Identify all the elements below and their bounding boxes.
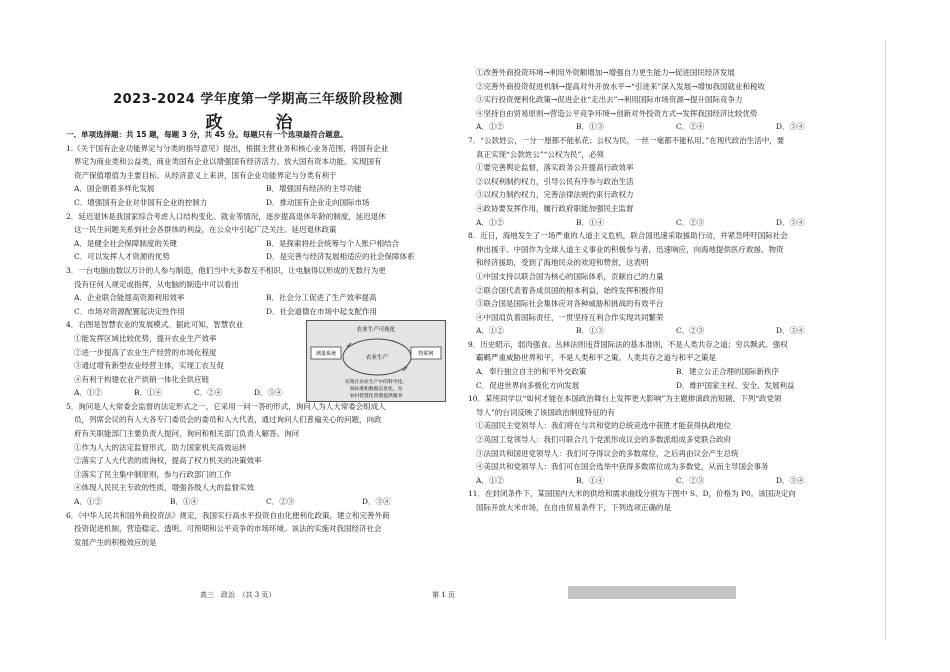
- q6-option-d: D．③④: [776, 122, 805, 132]
- q3-option-d: D．社会道德在市场中起支配作用: [266, 306, 378, 316]
- q11-line: 11．在封闭条件下，某国国内大米的供给和需求曲线分别为下图中 S、D，价格为 P0。该国决定向: [468, 489, 796, 499]
- q3-line: 没有任何人规定或指挥，从电脑的制造中可以看出: [74, 279, 239, 289]
- q2-line: 这一民生问题关系到社会各群体的利益，在公众中引起广泛关注。延迟退休政策: [74, 225, 337, 235]
- q10-line: 10．某班同学以“如何才能在本国政治舞台上发挥更大影响”为主题排演政治短剧，下列“政党领: [468, 394, 782, 404]
- q6-item: ①改善外商投资环境→利用外资额增加→增强自力更生能力→促进国民经济发展: [476, 68, 735, 77]
- question-6-continued: [468, 66, 868, 134]
- footer-left: 高三 政治 （共 3 页）: [200, 591, 276, 599]
- q7-item: ②以权利制约权力，引导公民有序参与政治生活: [476, 176, 634, 186]
- q11-line: 国际开放大米市场，在自由贸易条件下，下列选项正确的是: [476, 503, 671, 512]
- q6-line: 6．《中华人民共和国外商投资法》规定，我国实行高水平投资自由化便利化政策，建立和完善外商: [66, 510, 390, 520]
- q7-item: ③以权力制约权力，完善法律法规约束行政权力: [476, 190, 634, 200]
- q1-line: 资产保值增值为主要目标。从经济意义上来讲，国有企业功能界定与分类有利于: [74, 170, 337, 180]
- q8-line: 8．近日，海地发生了一场严重的人道主义危机，联合国迅速采取援助行动，并紧急呼吁国际社会: [468, 231, 788, 241]
- q2-line: 2．延迟退休是我国家综合考虑人口结构变化、就业等情况，逐步提高退休年龄的制度，延迟退休: [66, 211, 386, 221]
- q1-option-a: A．国企朝着多样化发展: [74, 184, 155, 194]
- q4-item: ④有利于构建农业产供销一体化全供应链: [74, 374, 209, 384]
- q4-option-a: A．①②: [74, 388, 102, 398]
- q5-line: 府有关职能部门主要负责人提问，询问和相关部门负责人解答。询问: [74, 429, 299, 439]
- q4-option-b: B．①④: [134, 388, 163, 398]
- q5-option-d: D．③④: [362, 497, 391, 507]
- q3-option-a: A．企业联合能提高资源利用效率: [74, 293, 185, 303]
- question-4: [66, 318, 450, 400]
- q8-item: ①中国支持以联合国为核心的国际体系，贡献自己的力量: [476, 271, 664, 281]
- q9-line: 霸羁严重威胁世界和平，不是人类和平之策。人类共存之道与和平之策是: [476, 353, 716, 363]
- q6-option-b: B．①③: [576, 122, 605, 132]
- q6-item: ④坚持自由贸易原则→营造公平竞争环境→创新对外投资方式→发挥我国经济比较优势: [476, 108, 758, 118]
- q4-item: ①能发挥区域比较优势，提升农业生产效率: [74, 333, 217, 343]
- q10-item: ③法国共和国进党领导人：我们可夺得议会的多数席位，之后再由议会产生总统: [476, 448, 739, 458]
- figure-left-label: 测量系统: [315, 351, 337, 358]
- q5-item: ④体现人民民主专政的性质，增强各级人大的监督实效: [74, 483, 254, 493]
- q7-option-c: C．②③: [676, 217, 705, 227]
- q7-line: 7．“公款姓公，一分一厘都不能私花；公权为民，一丝一毫都不能私用。”在现代政治生活中，要: [468, 135, 785, 145]
- q1-line: 界定为商业类和公益类，商业类国有企业以增强国有经济活力、放大国有资本功能、实现国有: [74, 157, 382, 167]
- q8-option-a: A．①②: [476, 326, 504, 336]
- q3-option-c: C．市场对资源配置起决定性作用: [74, 306, 185, 316]
- q7-line: 真正实现“公款姓公”“公权为民”，必须: [476, 149, 604, 159]
- q2-option-b: B．是探索将社会统筹与个人账户相结合: [266, 238, 400, 248]
- question-7: [468, 134, 868, 229]
- q9-option-b: B．建立公正合理的国际新秩序: [676, 367, 780, 377]
- q10-option-a: A．①②: [476, 475, 504, 485]
- question-3: [66, 264, 450, 318]
- q4-item: ③通过增有新型农业经营主体，实现工农互促: [74, 361, 224, 371]
- q4-line: 4．右图是智慧农业的发展模式。据此可知，智慧农业: [66, 320, 244, 330]
- section-header: 一、单项选择题：共 15 题，每题 3 分，共 45 分。每题只有一个选项最符合题意。: [66, 130, 348, 139]
- q10-option-b: B．①④: [576, 475, 605, 485]
- q5-item: ①作为人大的法定监督形式，助力国家机关高效运转: [74, 442, 247, 452]
- q10-line: 导人”的台词反映了该国政治制度特征的有: [476, 407, 615, 417]
- q1-option-b: B．增强国有经济的主导功能: [266, 184, 362, 194]
- q10-item: ②英国工党领导人：我们可联合几个党派形成议会的多数派组成多党联合政府: [476, 435, 731, 445]
- smart-agriculture-figure: [306, 320, 446, 402]
- q7-item: ①要完善舆论监督，落实政务公开提高行政效率: [476, 163, 634, 173]
- question-9: [468, 338, 868, 392]
- q8-line: 和经济援助，受到了海地民众的欢迎和赞赏，这表明: [476, 258, 649, 268]
- q2-option-c: C．可以发挥人才资源的优势: [74, 252, 170, 262]
- q6-item: ③实行投资便利化政策→促进企业“走出去”→利用国际市场资源→提升国际竞争力: [476, 95, 743, 105]
- figure-center-label: 农业生产: [365, 355, 389, 362]
- q8-item: ④中国肩负着国际责任，一贯坚持互利合作实现共同繁荣: [476, 312, 664, 322]
- q1-line: 1.《关于国有企业功能界定与分类的指导意见》提出，根据主营业务和核心业务范围，将国有企业: [66, 143, 389, 153]
- q8-option-b: B．①③: [576, 326, 605, 336]
- page-number: 第 1 页: [432, 591, 455, 599]
- q10-option-c: C．②③: [676, 475, 705, 485]
- q1-option-d: D．推动国有企业走向国际市场: [266, 197, 370, 207]
- q8-option-c: C．②③: [676, 326, 705, 336]
- right-column: [468, 66, 868, 515]
- redaction-bar: [568, 586, 736, 599]
- question-6: [66, 509, 450, 550]
- q8-item: ②联合国代表着各成员国的根本利益，始终发挥积极作用: [476, 285, 664, 295]
- q7-option-b: B．①④: [576, 217, 605, 227]
- q10-item: ①美国民主党领导人：我们将在与共和党的总统竞选中获胜才能获得执政地位: [476, 421, 731, 431]
- q6-option-c: C．②④: [676, 122, 705, 132]
- q4-option-d: D．③④: [254, 388, 283, 398]
- q5-item: ②落实了人大代表的质询权，提高了权力机关的决策效率: [74, 456, 262, 466]
- q4-item: ②进一步提高了农业生产经营的市场化程度: [74, 347, 217, 357]
- q10-item: ④美国共和党领导人：我们可在国会选举中获得多数席位成为多数党，从而主导国会事务: [476, 462, 769, 472]
- q2-option-d: D．是完善与经济发展相适应的社会保障体系: [266, 252, 415, 262]
- left-column: [66, 128, 450, 549]
- q5-line: 5．询问是人大常委会监督的法定形式之一，它采用一问一答的形式，询问人为人大常委会组成人: [66, 401, 386, 411]
- q5-item: ③落实了民主集中制原则，参与行政部门的工作: [74, 469, 232, 479]
- figure-bottom-label: 农村智慧化管理提供服务: [349, 394, 403, 400]
- q6-line: 投资促进机制，营造稳定、透明、可预期和公平竞争的市场环境。该法的实施对我国经济社会: [74, 524, 382, 534]
- q5-option-b: B．①④: [170, 497, 199, 507]
- q2-option-a: A．是健全社会保障制度的关键: [74, 238, 177, 248]
- q5-option-c: C．②③: [266, 497, 295, 507]
- q8-item: ③联合国是国际社会集体应对各种威胁和挑战的有效平台: [476, 299, 664, 309]
- q6-item: ②完善外商投资促进机制→提高对外开放水平→“引进来”深入发展→增加我国就业和税收: [476, 81, 766, 91]
- q5-line: 员，列席会议的有人大各专门委员会的委员和人大代表，通过询问人们普遍关心的问题，向政: [74, 415, 382, 425]
- q1-option-c: C．增强国有企业对非国有企业的控制力: [74, 197, 208, 207]
- figure-bottom-label: 高标准和数据信息化，为: [349, 387, 403, 393]
- question-2: [66, 210, 450, 264]
- subject-title: 政 治: [205, 113, 311, 133]
- q8-option-d: D．③④: [776, 326, 805, 336]
- q10-option-d: D．③④: [776, 475, 805, 485]
- q8-line: 伸出援手。中国作为全球人道主义事业的积极参与者，迅速响应，向海地提供医疗救援、物资: [476, 244, 784, 254]
- q9-option-c: C．促进世界向多极化方向发展: [476, 380, 580, 390]
- q7-item: ④政协要发挥作用，履行政府职能加强民主监督: [476, 203, 634, 213]
- figure-right-label: 物联网: [418, 351, 434, 358]
- question-10: [468, 392, 868, 487]
- question-1: [66, 142, 450, 210]
- q9-option-a: A．奉行独立自主的和平外交政策: [476, 367, 587, 377]
- question-5: [66, 400, 450, 509]
- page-edge-line: [885, 40, 886, 640]
- figure-top-label: 农业生产可视化: [356, 327, 396, 334]
- question-8: [468, 229, 868, 338]
- q9-line: 9．历史昭示，弱肉强食、丛林法则违背国际法的基本准则，不是人类共存之道；穷兵黩武、强权: [468, 339, 788, 349]
- q6-line: 发展产生的积极效应的是: [74, 537, 157, 547]
- q3-line: 3．一台电脑由数以万计的人参与制造，他们当中大多数互不相识，让电脑得以形成的无数行为更: [66, 265, 386, 275]
- q4-option-c: C．②④: [194, 388, 223, 398]
- question-11: [468, 487, 868, 514]
- q6-option-a: A．①②: [476, 122, 504, 132]
- figure-bottom-label: 实现在农业生产中的科学化、: [344, 380, 408, 386]
- exam-title: 2023-2024 学年度第一学期高三年级阶段检测: [113, 92, 403, 107]
- q7-option-a: A．①②: [476, 217, 504, 227]
- q7-option-d: D．③④: [776, 217, 805, 227]
- q5-option-a: A．①②: [74, 497, 102, 507]
- q9-option-d: D．维护国家主权、安全、发展利益: [676, 380, 795, 390]
- q3-option-b: B．社会分工促进了生产效率提高: [266, 293, 377, 303]
